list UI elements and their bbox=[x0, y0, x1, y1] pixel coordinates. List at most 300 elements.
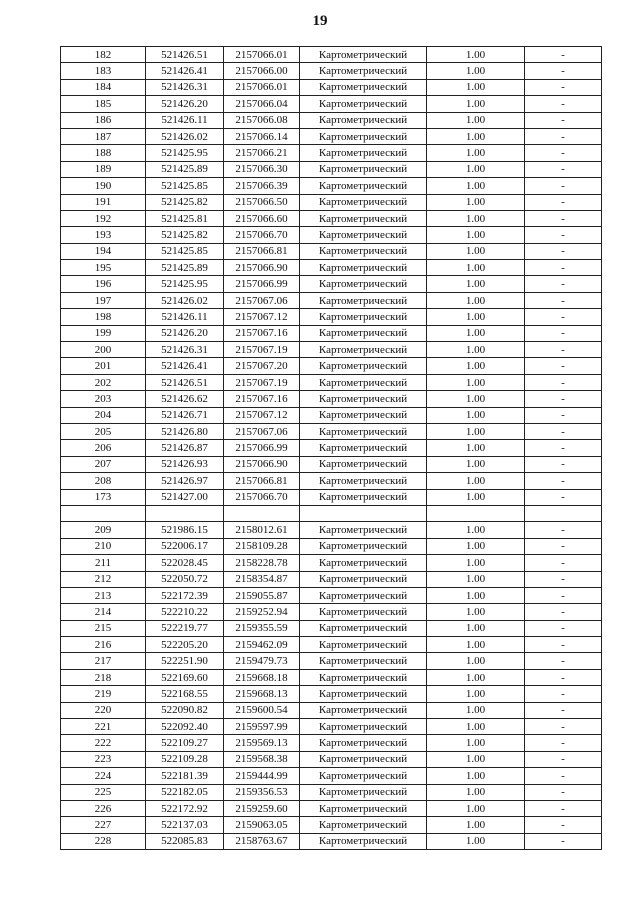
table-row bbox=[61, 112, 602, 128]
point-number-cell: 201 bbox=[61, 358, 146, 374]
x-coordinate-cell: 521425.89 bbox=[146, 260, 224, 276]
y-coordinate-cell: 2157067.06 bbox=[224, 292, 300, 308]
table-row bbox=[61, 817, 602, 833]
y-coordinate-cell: 2157067.16 bbox=[224, 325, 300, 341]
accuracy-cell: 1.00 bbox=[427, 587, 525, 603]
description-cell: - bbox=[525, 210, 602, 226]
table-row bbox=[61, 833, 602, 849]
description-cell: - bbox=[525, 817, 602, 833]
y-coordinate-cell: 2158012.61 bbox=[224, 522, 300, 538]
accuracy-cell: 1.00 bbox=[427, 292, 525, 308]
description-cell: - bbox=[525, 489, 602, 505]
y-coordinate-cell: 2159600.54 bbox=[224, 702, 300, 718]
table-row bbox=[61, 178, 602, 194]
accuracy-cell: 1.00 bbox=[427, 309, 525, 325]
x-coordinate-cell: 521426.93 bbox=[146, 456, 224, 472]
method-cell: Картометрический bbox=[300, 604, 427, 620]
y-coordinate-cell: 2159055.87 bbox=[224, 587, 300, 603]
y-coordinate-cell: 2157067.20 bbox=[224, 358, 300, 374]
method-cell: Картометрический bbox=[300, 423, 427, 439]
description-cell: - bbox=[525, 79, 602, 95]
accuracy-cell: 1.00 bbox=[427, 669, 525, 685]
x-coordinate-cell: 521426.41 bbox=[146, 63, 224, 79]
point-number-cell: 192 bbox=[61, 210, 146, 226]
accuracy-cell: 1.00 bbox=[427, 227, 525, 243]
y-coordinate-cell: 2159444.99 bbox=[224, 768, 300, 784]
point-number-cell: 200 bbox=[61, 342, 146, 358]
point-number-cell: 226 bbox=[61, 800, 146, 816]
x-coordinate-cell: 522181.39 bbox=[146, 768, 224, 784]
table-row bbox=[61, 79, 602, 95]
accuracy-cell: 1.00 bbox=[427, 768, 525, 784]
table-row bbox=[61, 243, 602, 259]
point-number-cell: 209 bbox=[61, 522, 146, 538]
point-number-cell: 228 bbox=[61, 833, 146, 849]
accuracy-cell: 1.00 bbox=[427, 391, 525, 407]
method-cell: Картометрический bbox=[300, 768, 427, 784]
description-cell: - bbox=[525, 63, 602, 79]
table-row bbox=[61, 538, 602, 554]
description-cell: - bbox=[525, 604, 602, 620]
description-cell: - bbox=[525, 112, 602, 128]
point-number-cell: 227 bbox=[61, 817, 146, 833]
x-coordinate-cell: 521425.95 bbox=[146, 276, 224, 292]
accuracy-cell: 1.00 bbox=[427, 719, 525, 735]
x-coordinate-cell: 521426.71 bbox=[146, 407, 224, 423]
x-coordinate-cell: 522169.60 bbox=[146, 669, 224, 685]
point-number-cell: 203 bbox=[61, 391, 146, 407]
y-coordinate-cell: 2159569.13 bbox=[224, 735, 300, 751]
point-number-cell: 208 bbox=[61, 473, 146, 489]
accuracy-cell: 1.00 bbox=[427, 161, 525, 177]
x-coordinate-cell: 521426.20 bbox=[146, 96, 224, 112]
accuracy-cell: 1.00 bbox=[427, 817, 525, 833]
page-number: 19 bbox=[312, 13, 328, 29]
table-row bbox=[61, 260, 602, 276]
accuracy-cell: 1.00 bbox=[427, 243, 525, 259]
method-cell: Картометрический bbox=[300, 325, 427, 341]
point-number-cell: 194 bbox=[61, 243, 146, 259]
y-coordinate-cell: 2157067.06 bbox=[224, 423, 300, 439]
accuracy-cell: 1.00 bbox=[427, 735, 525, 751]
point-number-cell: 187 bbox=[61, 128, 146, 144]
description-cell: - bbox=[525, 128, 602, 144]
y-coordinate-cell bbox=[224, 505, 300, 521]
accuracy-cell: 1.00 bbox=[427, 145, 525, 161]
description-cell: - bbox=[525, 587, 602, 603]
point-number-cell: 217 bbox=[61, 653, 146, 669]
table-row bbox=[61, 423, 602, 439]
point-number-cell: 216 bbox=[61, 637, 146, 653]
y-coordinate-cell: 2157066.21 bbox=[224, 145, 300, 161]
description-cell: - bbox=[525, 161, 602, 177]
x-coordinate-cell: 521426.02 bbox=[146, 292, 224, 308]
y-coordinate-cell: 2159568.38 bbox=[224, 751, 300, 767]
point-number-cell: 219 bbox=[61, 686, 146, 702]
table-row bbox=[61, 342, 602, 358]
table-row bbox=[61, 735, 602, 751]
description-cell: - bbox=[525, 227, 602, 243]
table-row bbox=[61, 784, 602, 800]
table-row bbox=[61, 456, 602, 472]
y-coordinate-cell: 2157067.19 bbox=[224, 374, 300, 390]
point-number-cell: 205 bbox=[61, 423, 146, 439]
x-coordinate-cell: 521425.82 bbox=[146, 194, 224, 210]
table-row bbox=[61, 145, 602, 161]
description-cell: - bbox=[525, 719, 602, 735]
point-number-cell: 215 bbox=[61, 620, 146, 636]
table-row bbox=[61, 571, 602, 587]
method-cell: Картометрический bbox=[300, 128, 427, 144]
x-coordinate-cell: 521425.81 bbox=[146, 210, 224, 226]
accuracy-cell: 1.00 bbox=[427, 833, 525, 849]
y-coordinate-cell: 2159597.99 bbox=[224, 719, 300, 735]
table-row bbox=[61, 407, 602, 423]
y-coordinate-cell: 2157066.99 bbox=[224, 440, 300, 456]
method-cell: Картометрический bbox=[300, 800, 427, 816]
description-cell: - bbox=[525, 784, 602, 800]
description-cell: - bbox=[525, 440, 602, 456]
x-coordinate-cell: 521426.11 bbox=[146, 112, 224, 128]
accuracy-cell: 1.00 bbox=[427, 440, 525, 456]
method-cell: Картометрический bbox=[300, 719, 427, 735]
x-coordinate-cell: 522219.77 bbox=[146, 620, 224, 636]
accuracy-cell: 1.00 bbox=[427, 325, 525, 341]
table-row bbox=[61, 751, 602, 767]
method-cell: Картометрический bbox=[300, 489, 427, 505]
table-row bbox=[61, 669, 602, 685]
x-coordinate-cell: 521425.89 bbox=[146, 161, 224, 177]
x-coordinate-cell: 521426.20 bbox=[146, 325, 224, 341]
x-coordinate-cell: 522172.39 bbox=[146, 587, 224, 603]
point-number-cell: 173 bbox=[61, 489, 146, 505]
method-cell: Картометрический bbox=[300, 63, 427, 79]
point-number-cell: 198 bbox=[61, 309, 146, 325]
description-cell: - bbox=[525, 276, 602, 292]
y-coordinate-cell: 2159259.60 bbox=[224, 800, 300, 816]
point-number-cell: 210 bbox=[61, 538, 146, 554]
description-cell: - bbox=[525, 47, 602, 63]
y-coordinate-cell: 2157066.60 bbox=[224, 210, 300, 226]
table-row bbox=[61, 440, 602, 456]
point-number-cell: 193 bbox=[61, 227, 146, 243]
method-cell: Картометрический bbox=[300, 260, 427, 276]
table-row bbox=[61, 587, 602, 603]
point-number-cell: 224 bbox=[61, 768, 146, 784]
coordinates-table-body bbox=[61, 47, 602, 850]
method-cell: Картометрический bbox=[300, 210, 427, 226]
description-cell: - bbox=[525, 374, 602, 390]
x-coordinate-cell: 522182.05 bbox=[146, 784, 224, 800]
description-cell: - bbox=[525, 522, 602, 538]
method-cell: Картометрический bbox=[300, 112, 427, 128]
accuracy-cell: 1.00 bbox=[427, 210, 525, 226]
y-coordinate-cell: 2159668.18 bbox=[224, 669, 300, 685]
accuracy-cell: 1.00 bbox=[427, 637, 525, 653]
method-cell: Картометрический bbox=[300, 276, 427, 292]
table-row bbox=[61, 325, 602, 341]
method-cell: Картометрический bbox=[300, 817, 427, 833]
description-cell: - bbox=[525, 342, 602, 358]
y-coordinate-cell: 2158354.87 bbox=[224, 571, 300, 587]
accuracy-cell: 1.00 bbox=[427, 194, 525, 210]
method-cell: Картометрический bbox=[300, 440, 427, 456]
description-cell bbox=[525, 505, 602, 521]
y-coordinate-cell: 2159462.09 bbox=[224, 637, 300, 653]
table-row bbox=[61, 194, 602, 210]
accuracy-cell: 1.00 bbox=[427, 800, 525, 816]
y-coordinate-cell: 2157067.12 bbox=[224, 309, 300, 325]
table-row bbox=[61, 374, 602, 390]
table-row bbox=[61, 768, 602, 784]
table-row bbox=[61, 63, 602, 79]
x-coordinate-cell: 522137.03 bbox=[146, 817, 224, 833]
x-coordinate-cell: 521426.31 bbox=[146, 342, 224, 358]
x-coordinate-cell: 522210.22 bbox=[146, 604, 224, 620]
x-coordinate-cell: 522251.90 bbox=[146, 653, 224, 669]
point-number-cell: 222 bbox=[61, 735, 146, 751]
x-coordinate-cell: 521426.87 bbox=[146, 440, 224, 456]
table-row bbox=[61, 702, 602, 718]
x-coordinate-cell: 521426.41 bbox=[146, 358, 224, 374]
description-cell: - bbox=[525, 260, 602, 276]
table-row bbox=[61, 719, 602, 735]
accuracy-cell: 1.00 bbox=[427, 358, 525, 374]
point-number-cell: 220 bbox=[61, 702, 146, 718]
x-coordinate-cell: 521425.82 bbox=[146, 227, 224, 243]
accuracy-cell: 1.00 bbox=[427, 374, 525, 390]
description-cell: - bbox=[525, 833, 602, 849]
x-coordinate-cell: 521986.15 bbox=[146, 522, 224, 538]
method-cell: Картометрический bbox=[300, 702, 427, 718]
method-cell: Картометрический bbox=[300, 833, 427, 849]
y-coordinate-cell: 2159252.94 bbox=[224, 604, 300, 620]
y-coordinate-cell: 2159063.05 bbox=[224, 817, 300, 833]
method-cell: Картометрический bbox=[300, 96, 427, 112]
y-coordinate-cell: 2157066.01 bbox=[224, 79, 300, 95]
x-coordinate-cell: 522090.82 bbox=[146, 702, 224, 718]
table-row bbox=[61, 686, 602, 702]
point-number-cell: 207 bbox=[61, 456, 146, 472]
accuracy-cell: 1.00 bbox=[427, 473, 525, 489]
y-coordinate-cell: 2157067.19 bbox=[224, 342, 300, 358]
method-cell: Картометрический bbox=[300, 587, 427, 603]
x-coordinate-cell bbox=[146, 505, 224, 521]
point-number-cell: 195 bbox=[61, 260, 146, 276]
y-coordinate-cell: 2157066.81 bbox=[224, 473, 300, 489]
table-row bbox=[61, 227, 602, 243]
accuracy-cell: 1.00 bbox=[427, 47, 525, 63]
y-coordinate-cell: 2157066.70 bbox=[224, 489, 300, 505]
accuracy-cell: 1.00 bbox=[427, 489, 525, 505]
method-cell: Картометрический bbox=[300, 456, 427, 472]
accuracy-cell: 1.00 bbox=[427, 571, 525, 587]
description-cell: - bbox=[525, 669, 602, 685]
point-number-cell: 202 bbox=[61, 374, 146, 390]
description-cell: - bbox=[525, 538, 602, 554]
y-coordinate-cell: 2157067.12 bbox=[224, 407, 300, 423]
accuracy-cell: 1.00 bbox=[427, 79, 525, 95]
description-cell: - bbox=[525, 96, 602, 112]
y-coordinate-cell: 2159355.59 bbox=[224, 620, 300, 636]
y-coordinate-cell: 2157066.08 bbox=[224, 112, 300, 128]
method-cell: Картометрический bbox=[300, 751, 427, 767]
point-number-cell: 211 bbox=[61, 555, 146, 571]
x-coordinate-cell: 522028.45 bbox=[146, 555, 224, 571]
method-cell: Картометрический bbox=[300, 653, 427, 669]
y-coordinate-cell: 2157066.99 bbox=[224, 276, 300, 292]
y-coordinate-cell: 2157066.01 bbox=[224, 47, 300, 63]
x-coordinate-cell: 521427.00 bbox=[146, 489, 224, 505]
table-row bbox=[61, 489, 602, 505]
y-coordinate-cell: 2158228.78 bbox=[224, 555, 300, 571]
x-coordinate-cell: 522205.20 bbox=[146, 637, 224, 653]
y-coordinate-cell: 2158109.28 bbox=[224, 538, 300, 554]
method-cell: Картометрический bbox=[300, 358, 427, 374]
x-coordinate-cell: 522109.27 bbox=[146, 735, 224, 751]
y-coordinate-cell: 2159668.13 bbox=[224, 686, 300, 702]
accuracy-cell: 1.00 bbox=[427, 620, 525, 636]
method-cell: Картометрический bbox=[300, 473, 427, 489]
x-coordinate-cell: 521426.51 bbox=[146, 374, 224, 390]
y-coordinate-cell: 2157066.39 bbox=[224, 178, 300, 194]
method-cell: Картометрический bbox=[300, 309, 427, 325]
point-number-cell: 218 bbox=[61, 669, 146, 685]
point-number-cell: 204 bbox=[61, 407, 146, 423]
description-cell: - bbox=[525, 423, 602, 439]
accuracy-cell: 1.00 bbox=[427, 178, 525, 194]
y-coordinate-cell: 2157066.90 bbox=[224, 260, 300, 276]
table-row bbox=[61, 637, 602, 653]
accuracy-cell: 1.00 bbox=[427, 686, 525, 702]
x-coordinate-cell: 521426.80 bbox=[146, 423, 224, 439]
point-number-cell: 223 bbox=[61, 751, 146, 767]
description-cell: - bbox=[525, 391, 602, 407]
accuracy-cell: 1.00 bbox=[427, 784, 525, 800]
table-row bbox=[61, 505, 602, 521]
x-coordinate-cell: 522092.40 bbox=[146, 719, 224, 735]
x-coordinate-cell: 521426.97 bbox=[146, 473, 224, 489]
y-coordinate-cell: 2157066.30 bbox=[224, 161, 300, 177]
x-coordinate-cell: 521426.62 bbox=[146, 391, 224, 407]
method-cell: Картометрический bbox=[300, 391, 427, 407]
x-coordinate-cell: 522085.83 bbox=[146, 833, 224, 849]
accuracy-cell: 1.00 bbox=[427, 604, 525, 620]
method-cell: Картометрический bbox=[300, 292, 427, 308]
point-number-cell: 212 bbox=[61, 571, 146, 587]
description-cell: - bbox=[525, 243, 602, 259]
description-cell: - bbox=[525, 292, 602, 308]
point-number-cell: 184 bbox=[61, 79, 146, 95]
table-row bbox=[61, 309, 602, 325]
table-row bbox=[61, 276, 602, 292]
description-cell: - bbox=[525, 145, 602, 161]
x-coordinate-cell: 522050.72 bbox=[146, 571, 224, 587]
description-cell: - bbox=[525, 620, 602, 636]
point-number-cell: 206 bbox=[61, 440, 146, 456]
description-cell: - bbox=[525, 456, 602, 472]
accuracy-cell: 1.00 bbox=[427, 63, 525, 79]
y-coordinate-cell: 2157066.00 bbox=[224, 63, 300, 79]
accuracy-cell: 1.00 bbox=[427, 112, 525, 128]
accuracy-cell: 1.00 bbox=[427, 423, 525, 439]
y-coordinate-cell: 2157066.04 bbox=[224, 96, 300, 112]
description-cell: - bbox=[525, 571, 602, 587]
table-row bbox=[61, 522, 602, 538]
accuracy-cell: 1.00 bbox=[427, 128, 525, 144]
description-cell: - bbox=[525, 407, 602, 423]
method-cell bbox=[300, 505, 427, 521]
table-row bbox=[61, 555, 602, 571]
y-coordinate-cell: 2157066.70 bbox=[224, 227, 300, 243]
point-number-cell: 197 bbox=[61, 292, 146, 308]
table-row bbox=[61, 800, 602, 816]
accuracy-cell bbox=[427, 505, 525, 521]
accuracy-cell: 1.00 bbox=[427, 538, 525, 554]
point-number-cell: 199 bbox=[61, 325, 146, 341]
point-number-cell: 214 bbox=[61, 604, 146, 620]
description-cell: - bbox=[525, 653, 602, 669]
x-coordinate-cell: 521425.85 bbox=[146, 178, 224, 194]
point-number-cell: 213 bbox=[61, 587, 146, 603]
table-row bbox=[61, 473, 602, 489]
method-cell: Картометрический bbox=[300, 145, 427, 161]
method-cell: Картометрический bbox=[300, 637, 427, 653]
description-cell: - bbox=[525, 735, 602, 751]
method-cell: Картометрический bbox=[300, 538, 427, 554]
method-cell: Картометрический bbox=[300, 522, 427, 538]
method-cell: Картометрический bbox=[300, 669, 427, 685]
description-cell: - bbox=[525, 178, 602, 194]
method-cell: Картометрический bbox=[300, 735, 427, 751]
description-cell: - bbox=[525, 309, 602, 325]
description-cell: - bbox=[525, 358, 602, 374]
x-coordinate-cell: 522172.92 bbox=[146, 800, 224, 816]
table-row bbox=[61, 391, 602, 407]
y-coordinate-cell: 2157066.90 bbox=[224, 456, 300, 472]
table-row bbox=[61, 358, 602, 374]
point-number-cell: 185 bbox=[61, 96, 146, 112]
accuracy-cell: 1.00 bbox=[427, 702, 525, 718]
x-coordinate-cell: 521425.95 bbox=[146, 145, 224, 161]
x-coordinate-cell: 522168.55 bbox=[146, 686, 224, 702]
description-cell: - bbox=[525, 555, 602, 571]
y-coordinate-cell: 2157066.50 bbox=[224, 194, 300, 210]
method-cell: Картометрический bbox=[300, 374, 427, 390]
description-cell: - bbox=[525, 800, 602, 816]
accuracy-cell: 1.00 bbox=[427, 653, 525, 669]
method-cell: Картометрический bbox=[300, 686, 427, 702]
method-cell: Картометрический bbox=[300, 161, 427, 177]
point-number-cell: 191 bbox=[61, 194, 146, 210]
description-cell: - bbox=[525, 637, 602, 653]
description-cell: - bbox=[525, 473, 602, 489]
method-cell: Картометрический bbox=[300, 571, 427, 587]
method-cell: Картометрический bbox=[300, 407, 427, 423]
y-coordinate-cell: 2157066.81 bbox=[224, 243, 300, 259]
description-cell: - bbox=[525, 751, 602, 767]
method-cell: Картометрический bbox=[300, 784, 427, 800]
point-number-cell bbox=[61, 505, 146, 521]
method-cell: Картометрический bbox=[300, 227, 427, 243]
y-coordinate-cell: 2158763.67 bbox=[224, 833, 300, 849]
table-row bbox=[61, 96, 602, 112]
description-cell: - bbox=[525, 686, 602, 702]
point-number-cell: 188 bbox=[61, 145, 146, 161]
method-cell: Картометрический bbox=[300, 342, 427, 358]
point-number-cell: 182 bbox=[61, 47, 146, 63]
method-cell: Картометрический bbox=[300, 47, 427, 63]
